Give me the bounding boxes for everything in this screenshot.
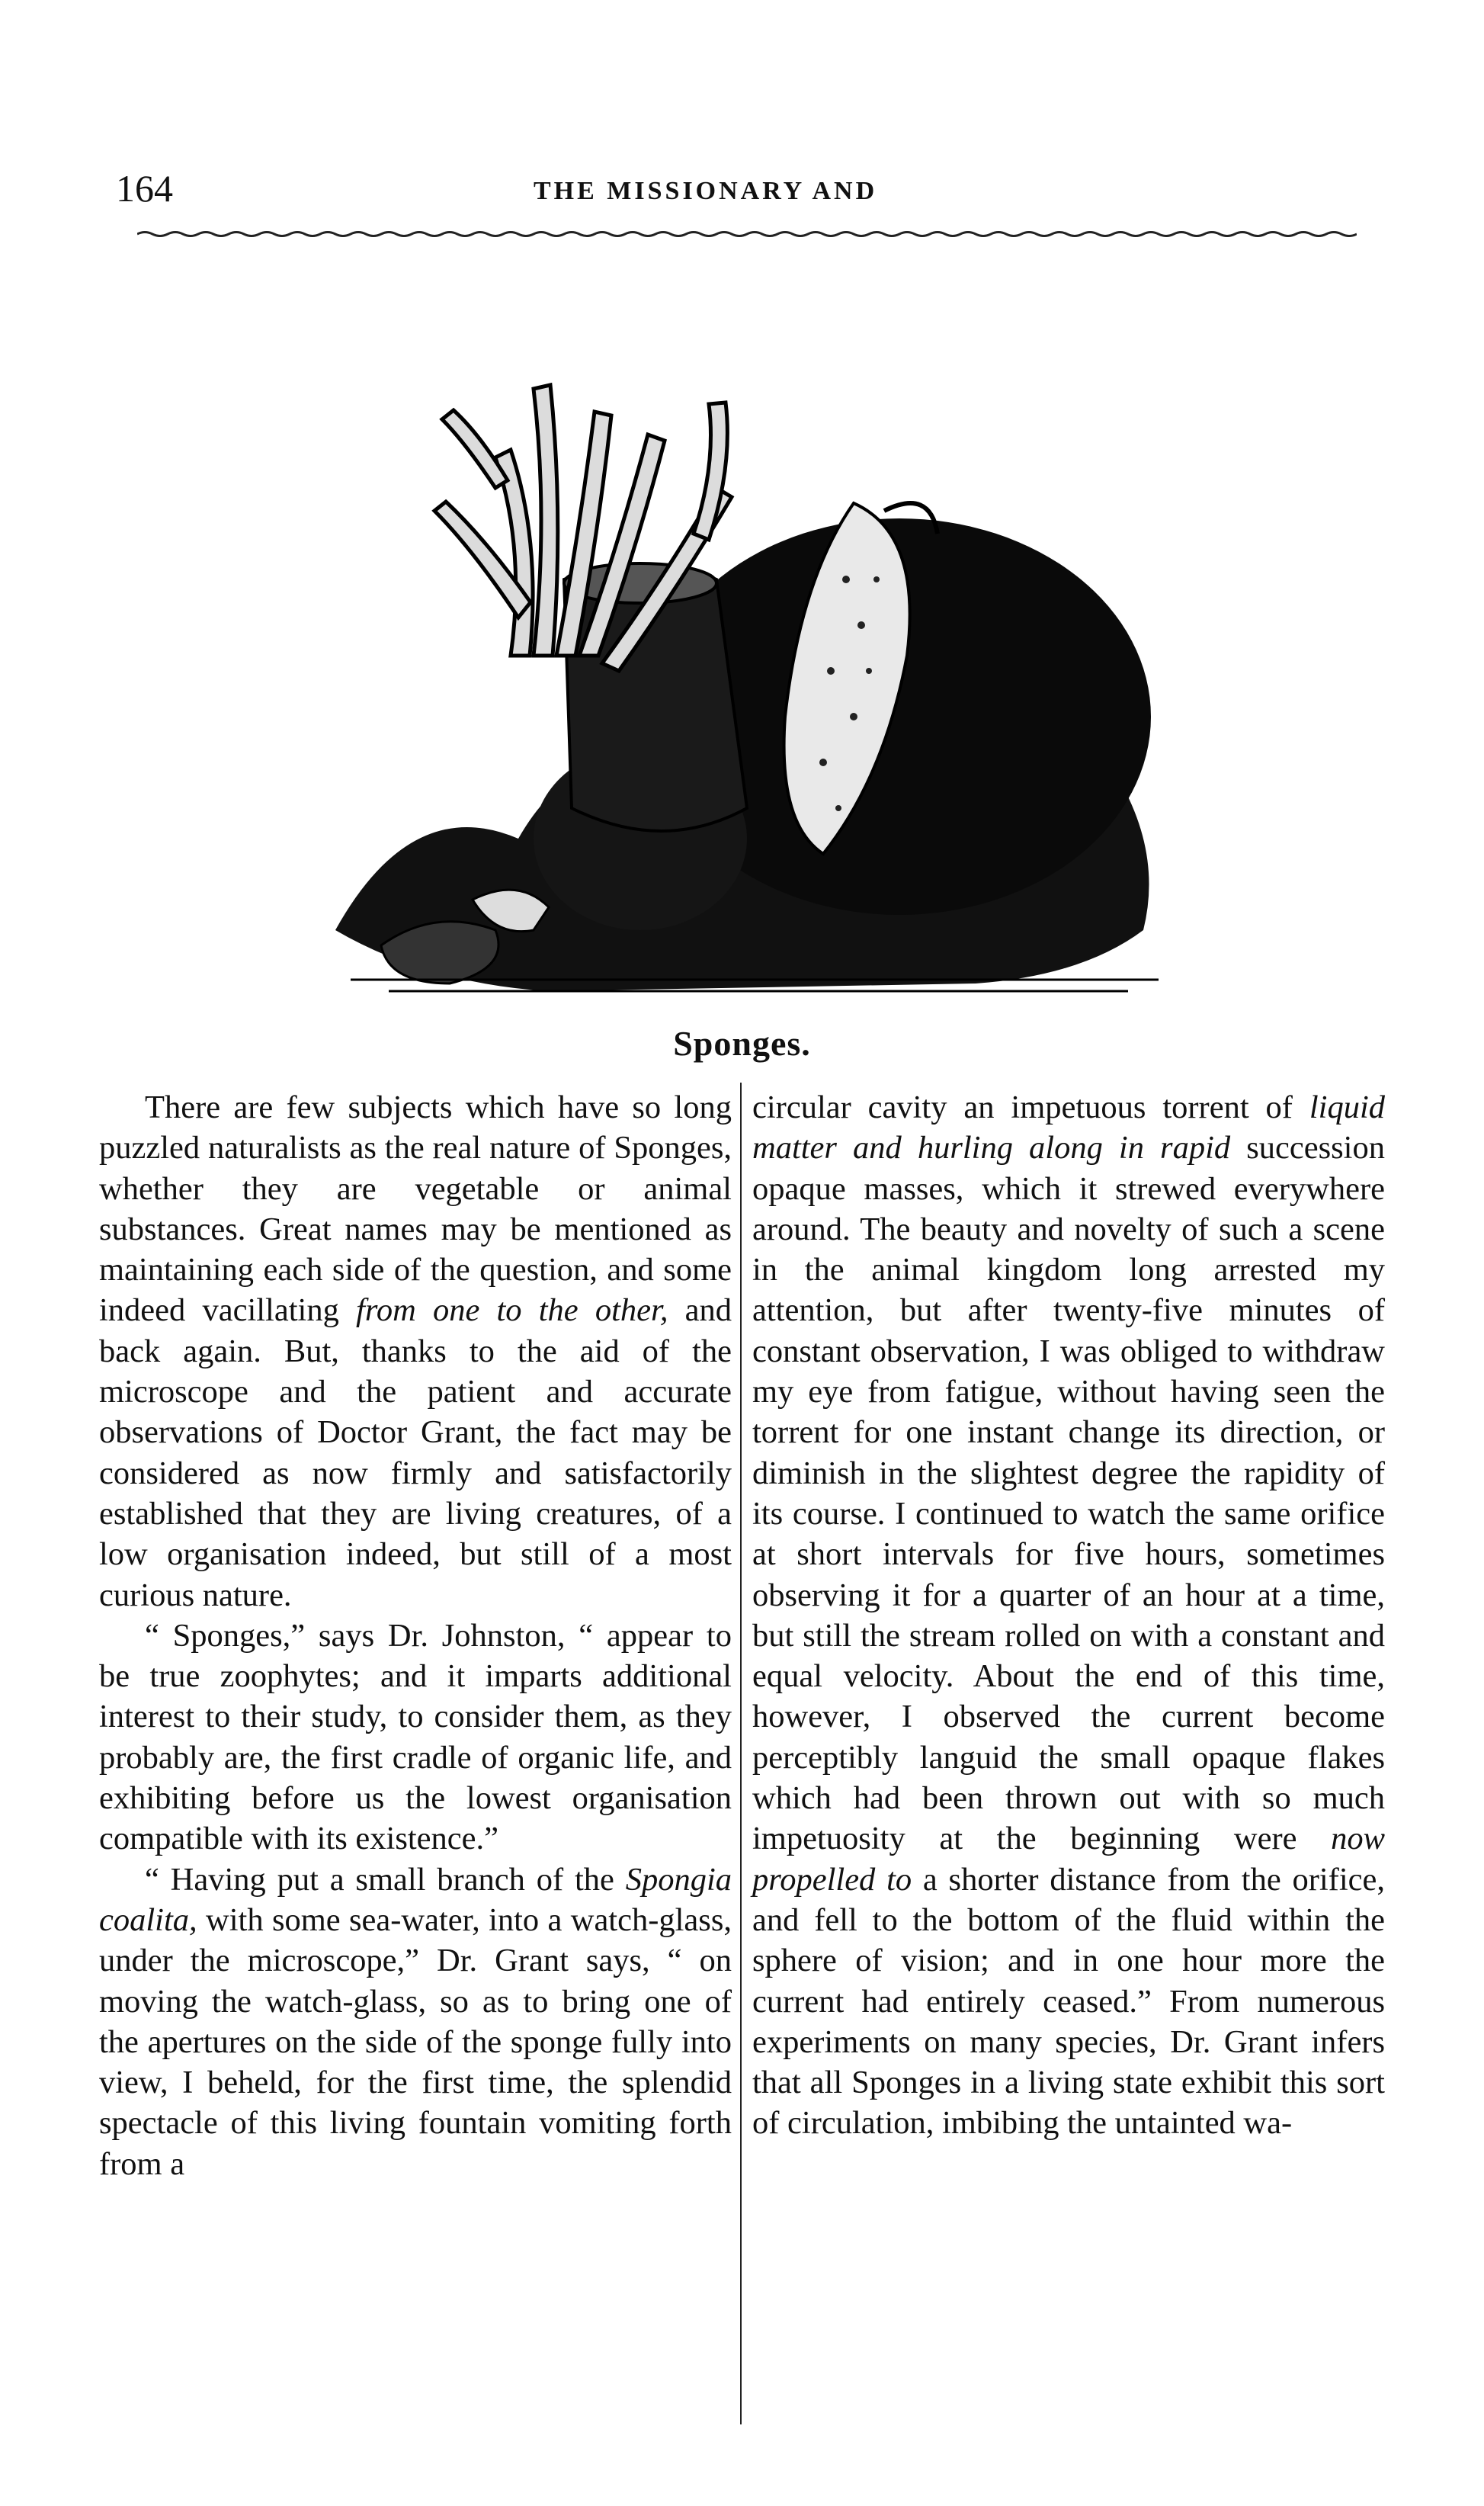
- right-column: [752, 1087, 1385, 2144]
- column-divider: [740, 1083, 742, 2424]
- paragraph: circular cavity an impetuous torrent of liquid matter and hurling along in rapid succession opaque masses, which it strewed everywhere around. The beauty and novelty of such a scene in the animal kingdom long arrested my attention, but after twenty-five minutes of constant observation, I was obliged to withdraw my eye from fatigue, without having seen the torrent for one instant change its direction, or diminish in the slightest degree the rapidity of its course. I continued to watch the same orifice at short intervals for five hours, sometimes observing it for a quarter of an hour at a time, but still the stream rolled on with a constant and equal velocity. About the end of this time, however, I observed the current become perceptibly languid the small opaque flakes which had been thrown out with so much impetuosity at the beginning were now propelled to a shorter distance from the orifice, and fell to the bottom of the fluid within the sphere of vision; and in one hour more the current had entirely ceased.” From numerous experiments on many species, Dr. Grant infers that all Sponges in a living state exhibit this sort of circulation, imbibing the untainted wa-: [752, 1089, 1386, 2142]
- page-number: 164: [116, 167, 173, 210]
- running-title: THE MISSIONARY AND: [534, 177, 878, 205]
- paragraph: “ Having put a small branch of the Spongia coalita, with some sea-water, into a watch-glass, under the microscope,” Dr. Grant says, “ on moving the watch-glass, so as to bring one of the apertures on the side of the sponge fully into view, I beheld, for the first time, the splendid spectacle of this living fountain vomiting forth from a: [99, 1861, 732, 2182]
- left-column: [99, 1087, 732, 2184]
- paragraph: “ Sponges,” says Dr. Johnston, “ appear to be true zoophytes; and it imparts additional interest to their study, to consider them, as they probably are, the first cradle of organic life, and exhibiting before us the lowest organisation compatible with its existence.”: [99, 1617, 732, 1857]
- header-rule: [137, 229, 1357, 239]
- sponges-illustration: [320, 259, 1204, 1014]
- figure-caption: Sponges.: [673, 1024, 811, 1063]
- paragraph: There are few subjects which have so long puzzled naturalists as the real nature of Sponges, whether they are vegetable or animal substances. Great names may be mentioned as maintaining each side of the question, and some indeed vacillating from one to the other, and back again. But, thanks to the aid of the microscope and the patient and accurate observations of Doctor Grant, the fact may be considered as now firmly and satisfactorily established that they are living creatures, of a low organisation indeed, but still of a most curious nature.: [99, 1089, 732, 1613]
